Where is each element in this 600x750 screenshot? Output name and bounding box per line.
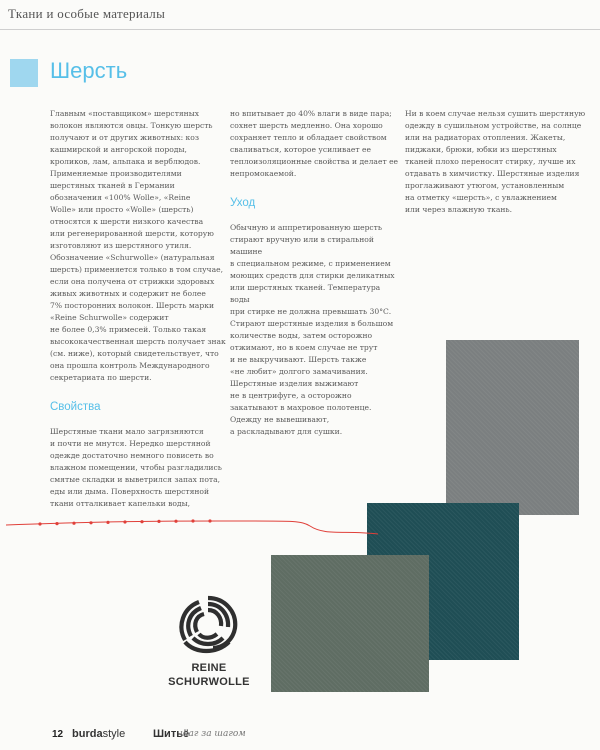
page-number: 12 [52, 729, 64, 740]
care-heading: Уход [230, 197, 256, 209]
care-text: Обычную и аппретированную шерсть стирают вручную или в стиральной машине в специальном режиме, с применением моющих средств для стирки деликатных или шерстяных тканей. Температура воды при стирке не должна превышать 30°С. Стирают шерстяные изделия в большом количестве воды, затем осторожно отжимают, но в коем случае не трут и не выкручивают. Шерсть также «не любит» долгого замачивания. Шерстяные изделия выжимают не в центрифуге, а осторожно закатывают в махровое полотенце. Одежду не вывешивают, а раскладывают для сушки. [230, 223, 395, 436]
brand-light: style [102, 728, 126, 740]
brand-bold: burda [72, 728, 103, 740]
brand-logo [72, 728, 125, 740]
fabric-swatch-green [271, 555, 429, 692]
stitch-thread [0, 508, 380, 538]
woolmark-logo [159, 590, 253, 700]
logo-text-line1: REINE [191, 662, 227, 674]
page-footer [0, 728, 600, 748]
page-title: Шерсть [50, 58, 128, 83]
title-marker [10, 59, 38, 87]
column-2-text: но впитывает до 40% влаги в виде пара; сохнет шерсть медленно. Она хорошо сохраняет тепло и обладает свойством сваливаться, которое усиливает ее теплоизоляционные свойства и делает ее непромокаемой. [230, 109, 399, 178]
section-divider [0, 29, 600, 30]
section-header-text: Ткани и особые материалы [8, 6, 166, 21]
logo-text-line2: SCHURWOLLE [168, 676, 250, 688]
woolmark-icon [173, 590, 243, 660]
column-3 [405, 96, 595, 228]
properties-heading: Свойства [50, 401, 101, 413]
section-header [0, 0, 600, 30]
properties-text: Шерстяные ткани мало загрязняются и почти не мнутся. Нередко шерстяной одежде достаточно немного повисеть во влажном помещении, чтобы разгладились смятые складки и выветрился запах пота, еды или дыма. Поверхность шерстяной ткани отталкивает капельки воды, [50, 427, 222, 508]
intro-text: Главным «поставщиком» шерстяных волокон являются овцы. Тонкую шерсть получают и от других животных: коз кашмирской и ангорской породы, кроликов, лам, альпака и верблюдов. Применяемые производителями шерстяных тканей в Германии обозначения «100% Wolle», «Reine Wolle» или просто «Wolle» (шерсть) относятся к шерсти низкого качества или регенерированной шерсти, которую изготовляют из шерстяного утиля. Обозначение «Schurwolle» (натуральная шерсть) применяется только в том случае, если она получена от стрижки здоровых живых животных и содержит не более 7% посторонних волокон. Шерсть марки «Reine Schurwolle» содержит не более 0,3% примесей. Только такая высококачественная шерсть получает знак (см. ниже), который свидетельствует, что она прошла контроль Международного секретариата по шерсти. [50, 109, 226, 382]
brand-subtitle: Шитьё [153, 728, 190, 740]
column-2 [230, 96, 400, 450]
fabric-swatch-gray [446, 340, 579, 515]
brand-tagline: шаг за шагом [180, 729, 246, 739]
column-1 [50, 96, 228, 522]
column-3-text: Ни в коем случае нельзя сушить шерстяную одежду в сушильном устройстве, на солнце или на радиаторах отопления. Жакеты, пиджаки, брюки, юбки из шерстяных тканей плохо переносят стирку, лучше их отдавать в химчистку. Шерстяные изделия проглаживают утюгом, установленным на отметку «шерсть», с увлажнением или через влажную ткань. [405, 109, 586, 214]
